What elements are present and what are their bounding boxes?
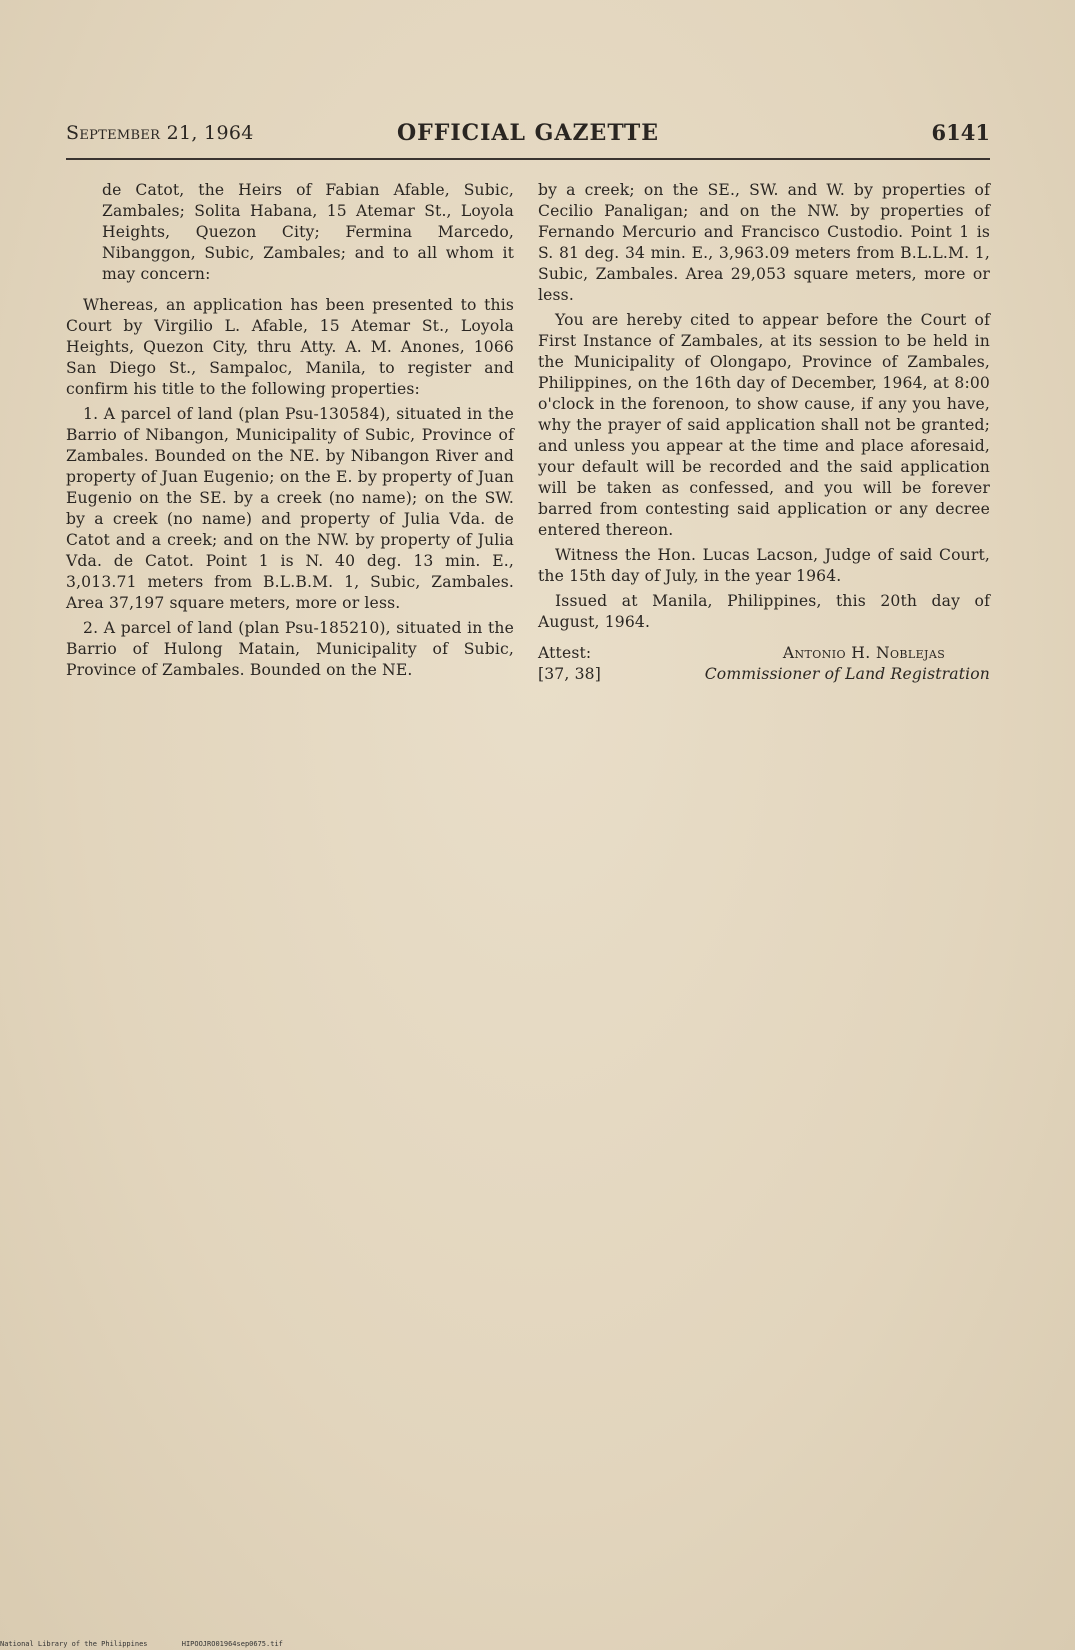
right-column (538, 180, 990, 689)
page-header (66, 122, 990, 152)
header-title: OFFICIAL GAZETTE (396, 120, 660, 146)
scan-footer (0, 1640, 313, 1648)
signature-block (538, 643, 990, 689)
page-number: 6141 (931, 120, 990, 145)
parcel-2-continued: by a creek; on the SE., SW. and W. by properties of Cecilio Panaligan; and on the NW. by properties of Fernando Mercurio and Francisco Custodio. Point 1 is S. 81 deg. 34 min. E., 3,963.09 meters from B.L.L.M. 1, Subic, Zambales. Area 29,053 square meters, more or less. (538, 181, 990, 304)
addressee-paragraph: de Catot, the Heirs of Fabian Afable, Subic, Zambales; Solita Habana, 15 Atemar St., Loyola Heights, Quezon City; Fermina Marcedo, Nibanggon, Subic, Zambales; and to all whom it may concern: (102, 181, 514, 283)
footer-file: HIPOOJRO01964sep0675.tif (181, 1640, 283, 1648)
attest-label: Attest: (538, 644, 592, 662)
header-rule (66, 158, 990, 160)
signer-name: Antonio H. Noblejas (782, 644, 946, 662)
citation-paragraph: You are hereby cited to appear before the Court of First Instance of Zambales, at its session to be held in the Municipality of Olongapo, Province of Zambales, Philippines, on the 16th day of December, 1964, at 8:00 o'clock in the forenoon, to show cause, if any you have, why the prayer of said application shall not be granted; and unless you appear at the time and place aforesaid, your default will be recorded and the said application will be taken as confessed, and you will be forever barred from contesting said application or any decree entered thereon. (538, 311, 990, 539)
reference-number: [37, 38] (538, 665, 601, 683)
whereas-paragraph: Whereas, an application has been presented to this Court by Virgilio L. Afable, 15 Atemar St., Loyola Heights, Quezon City, thru Atty. A. M. Anones, 1066 San Diego St., Sampaloc, Manila, to register and confirm his title to the following properties: (66, 296, 514, 398)
signer-title: Commissioner of Land Registration (704, 665, 990, 683)
issued-paragraph: Issued at Manila, Philippines, this 20th day of August, 1964. (538, 592, 990, 631)
parcel-1-paragraph: 1. A parcel of land (plan Psu-130584), situated in the Barrio of Nibangon, Municipality of Subic, Province of Zambales. Bounded on the NE. by Nibangon River and property of Juan Eugenio; on the E. by property of Juan Eugenio on the SE. by a creek (no name); on the SW. by a creek (no name) and property of Julia Vda. de Catot and a creek; and on the NW. by property of Julia Vda. de Catot. Point 1 is N. 40 deg. 13 min. E., 3,013.71 meters from B.L.B.M. 1, Subic, Zambales. Area 37,197 square meters, more or less. (66, 405, 514, 612)
witness-paragraph: Witness the Hon. Lucas Lacson, Judge of said Court, the 15th day of July, in the year 1964. (538, 546, 990, 585)
parcel-2-paragraph: 2. A parcel of land (plan Psu-185210), situated in the Barrio of Hulong Matain, Municipality of Subic, Province of Zambales. Bounded on the NE. (66, 619, 514, 679)
header-date: September 21, 1964 (66, 122, 254, 144)
left-column (66, 180, 514, 685)
footer-library: National Library of the Philippines (0, 1640, 148, 1648)
